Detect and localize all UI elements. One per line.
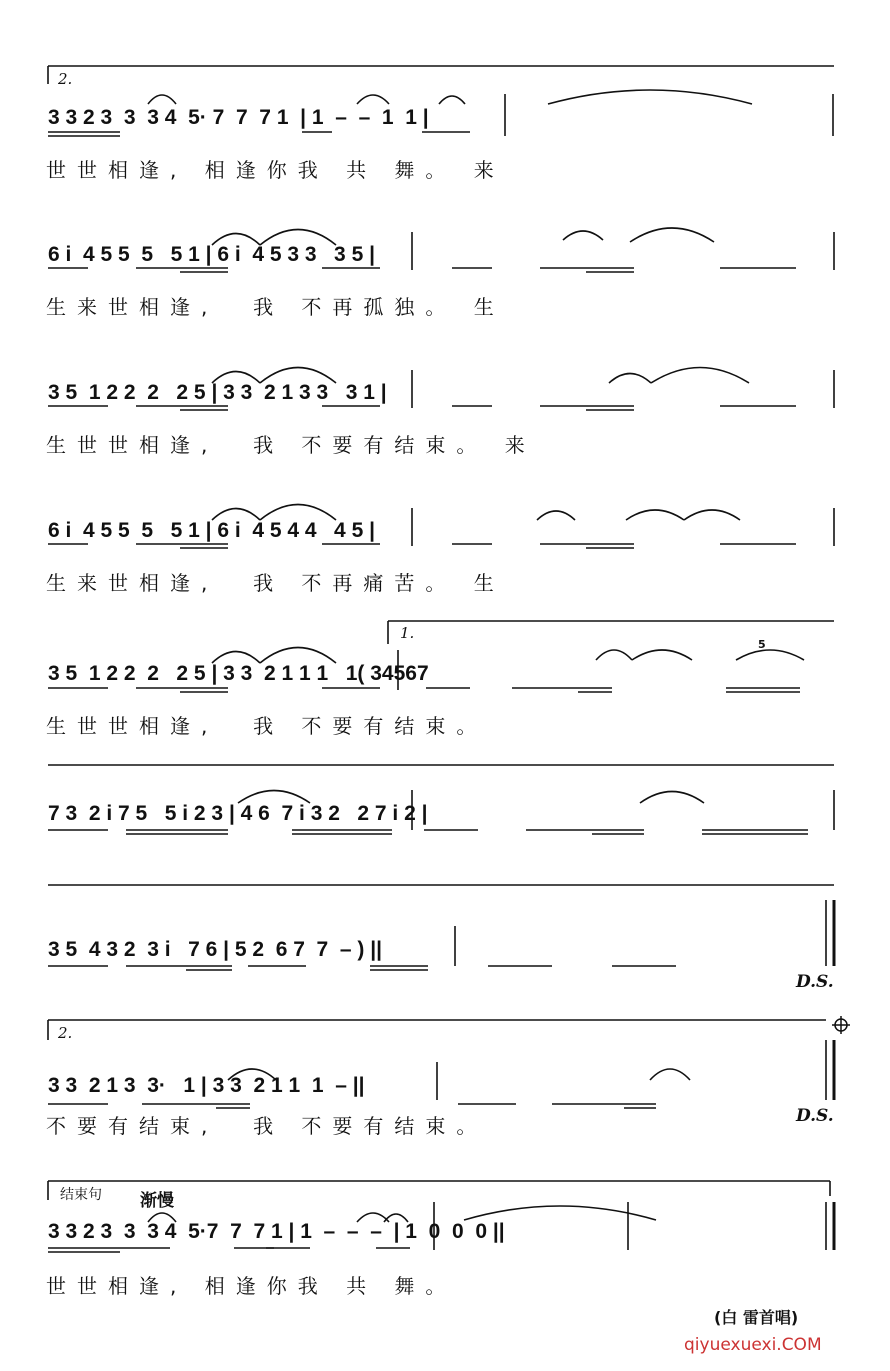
ds-mark: D.S. <box>796 972 834 992</box>
volta-label: 2. <box>58 70 73 88</box>
lyrics-row: 生来世相逢, 我 不再痛苦。 生 <box>46 571 505 595</box>
notes-row: 7 3 2 i 7 5 5 i 2 3 | 4 6 7 i 3 2 2 7 i 2 | <box>48 802 428 825</box>
lyrics-row: 生世世相逢, 我 不要有结束。 <box>46 714 488 738</box>
notes-row: 3 3 2 1 3 3· 1 | 3 3 2 1 1 1 – || <box>48 1074 365 1097</box>
site-watermark: qiyuexuexi.COM <box>684 1335 822 1355</box>
volta-label: 2. <box>58 1024 73 1042</box>
coda-icon <box>832 1016 850 1034</box>
lyrics-row: 不要有结束, 我 不要有结束。 <box>46 1114 488 1138</box>
notes-row: 6 i 4 5 5 5 5 1 | 6 i 4 5 4 4 4 5 | <box>48 519 375 542</box>
notes-row: 3 5 1 2 2 2 2 5 | 3 3 2 1 3 3 3 1 | <box>48 381 387 404</box>
grace-note: 5 <box>758 638 766 651</box>
notes-row: 3 5 4 3 2 3 i 7 6 | 5 2 6 7 7 – ) || <box>48 938 382 961</box>
volta-label: 1. <box>400 624 415 642</box>
notes-row: 3 3 2 3 3 3 4 5· 7 7 7 1 | 1 – – 1 1 | <box>48 106 429 129</box>
notes-row: 3 3 2 3 3 3 4 5·7 7 7 1 | 1 – – – | 1 0 0 0 || <box>48 1220 505 1243</box>
lyrics-row: 世世相逢, 相逢你我 共 舞。 来 <box>46 158 505 182</box>
ending-label: 结束句 <box>60 1187 102 1203</box>
lyrics-row: 生来世相逢, 我 不再孤独。 生 <box>46 295 505 319</box>
lyrics-row: 世世相逢, 相逢你我 共 舞。 <box>46 1274 457 1298</box>
tempo-mark: 渐慢 <box>140 1191 174 1211</box>
ds-mark: D.S. <box>796 1106 834 1126</box>
singer-credit: (白 雷首唱) <box>714 1308 799 1327</box>
notes-row: 6 i 4 5 5 5 5 1 | 6 i 4 5 3 3 3 5 | <box>48 243 375 266</box>
lyrics-row: 生世世相逢, 我 不要有结束。 来 <box>46 433 536 457</box>
notes-row: 3 5 1 2 2 2 2 5 | 3 3 2 1 1 1 1( 34567 <box>48 662 429 685</box>
